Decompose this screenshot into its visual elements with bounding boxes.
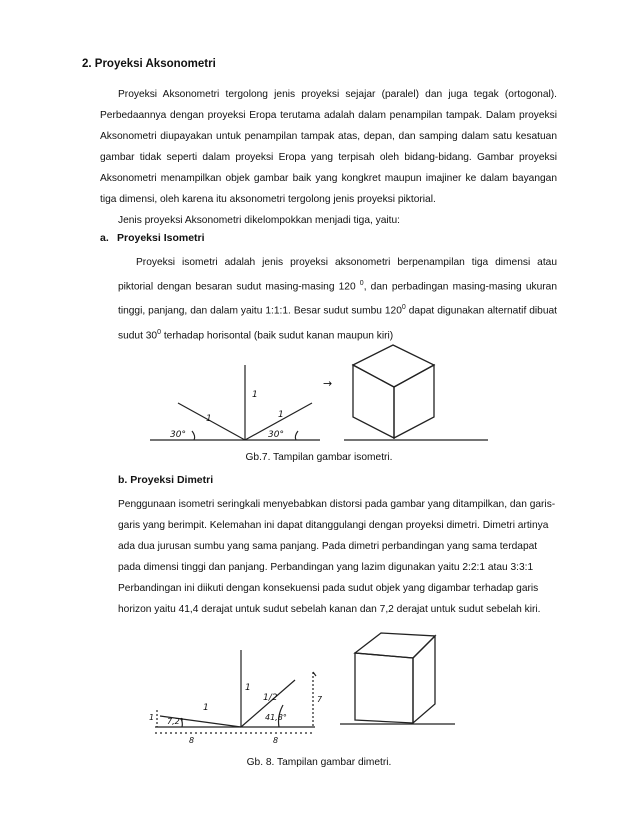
superscript-degree: 0: [157, 328, 161, 336]
isometri-cube-right-face: [394, 365, 434, 438]
dimetri-tick-label-left: 1: [149, 713, 155, 722]
isometri-cube-top-face: [353, 345, 434, 387]
isometri-angle-arc-left: [192, 431, 195, 440]
dimetri-tick-label-right: 7: [317, 695, 323, 704]
dimetri-figure: [145, 628, 465, 748]
dimetri-label-right: 1/2: [263, 693, 278, 703]
superscript-degree: 0: [401, 304, 406, 312]
subheading-isometri-title: Proyeksi Isometri: [117, 232, 205, 244]
isometri-cube: [344, 345, 488, 440]
arrow-icon: →: [323, 377, 333, 390]
isometri-label-vertical: 1: [252, 390, 258, 400]
dimetri-label-left: 1: [203, 703, 209, 713]
figure-caption-isometri: Gb.7. Tampilan gambar isometri.: [245, 452, 393, 463]
dimetri-label-vertical: 1: [245, 683, 251, 693]
dimetri-angle-left: 7,2°: [167, 717, 184, 726]
isometri-text-4: terhadap horisontal (baik sudut kanan maupun kiri): [161, 330, 394, 342]
paragraph-dimetri: Penggunaan isometri seringkali menyebabkan distorsi pada gambar yang ditampilkan, dan garis-garis yang berimpit. Kelemahan ini dapat ditanggulangi dengan proyeksi dimetri. Dimetri artinya ada dua jurusan sumbu yang sama panjang. Pada dimetri perbandingan yang sama terdapat pada dimensi tinggi dan panjang. Perbandingan yang lazim digunakan yaitu 2:2:1 atau 3:3:1 Perbandingan ini diikuti dengan konsekuensi pada sudut objek yang digambar terhadap garis horizon yaitu 41,4 derajat untuk sudut sebelah kanan dan 7,2 derajat untuk sudut sebelah kiri.: [118, 499, 556, 615]
paragraph-isometri: [118, 252, 557, 346]
isometri-angle-arc-right: [295, 431, 298, 440]
isometri-figure: [140, 335, 500, 445]
dimetri-box-front-face: [355, 653, 413, 723]
subheading-dimetri: b. Proyeksi Dimetri: [118, 474, 214, 486]
figure-caption-dimetri: Gb. 8. Tampilan gambar dimetri.: [246, 757, 392, 768]
dimetri-base-left: 8: [189, 736, 195, 745]
subheading-isometri: [100, 232, 205, 244]
paragraph-intro: Proyeksi Aksonometri tergolong jenis proyeksi sejajar (paralel) dan juga tegak (ortogonal). Perbedaannya dengan proyeksi Eropa terutama adalah dalam penampilan tampak. Dalam proyeksi Aksonometri diupayakan untuk penampilan tampak atas, depan, dan samping dalam satu kesatuan gambar tidak seperti dalam proyeksi Eropa yang terpisah oleh bidang-bidang. Gambar proyeksi Aksonometri menampilkan objek gambar baik yang kongkret maupun imajiner ke dalam bayangan tiga dimensi, oleh karena itu aksonometri tergolong jenis proyeksi piktorial.: [100, 89, 557, 205]
isometri-angle-right: 30°: [268, 430, 284, 440]
isometri-angle-left: 30°: [170, 430, 186, 440]
isometri-text-2: , dan perbadingan masing-masing ukuran tinggi, panjang, dan dalam yaitu 1:1:1. Besar sudut sumbu 120: [118, 281, 557, 317]
isometri-text-3: dapat digunakan alternatif dibuat sudut 30: [118, 305, 558, 342]
dimetri-angle-right: 41,8°: [265, 713, 287, 722]
isometri-text-1: Proyeksi isometri adalah jenis proyeksi aksonometri berpenampilan tiga dimensi atau piktorial dengan besaran sudut masing-masing 120: [118, 257, 557, 293]
dimetri-box: [340, 633, 455, 724]
isometri-cube-left-face: [353, 365, 394, 438]
paragraph-types: Jenis proyeksi Aksonometri dikelompokkan menjadi tiga, yaitu:: [118, 215, 400, 226]
isometri-label-right: 1: [278, 410, 284, 420]
superscript-degree: 0: [359, 280, 364, 287]
dimetri-box-side-face: [413, 636, 435, 723]
isometri-label-left: 1: [206, 414, 212, 424]
dimetri-base-right: 8: [273, 736, 279, 745]
list-marker-a: a.: [100, 232, 109, 244]
section-heading: 2. Proyeksi Aksonometri: [82, 58, 216, 70]
